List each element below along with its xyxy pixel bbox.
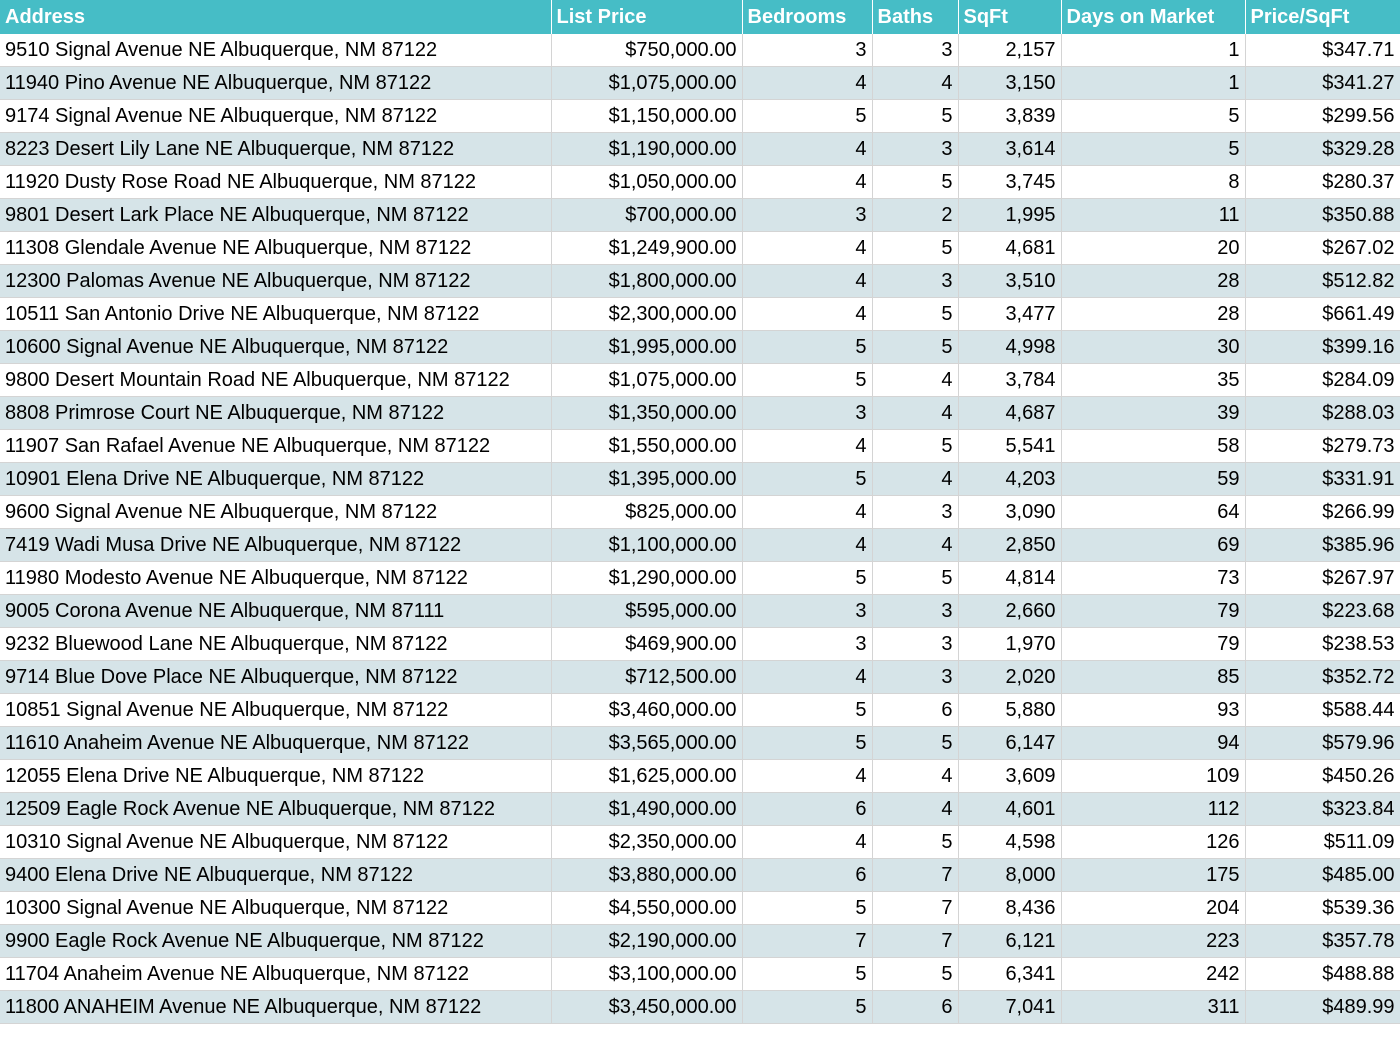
table-row [0, 67, 1400, 100]
bedrooms-cell[interactable]: 4 [742, 496, 872, 529]
days-on-market-cell[interactable]: 64 [1061, 496, 1245, 529]
price-per-sqft-cell[interactable]: $288.03 [1245, 397, 1400, 430]
list-price-cell[interactable]: $3,100,000.00 [551, 958, 742, 991]
days-on-market-cell[interactable]: 8 [1061, 166, 1245, 199]
table-row [0, 232, 1400, 265]
days-on-market-cell[interactable]: 93 [1061, 694, 1245, 727]
list-price-cell[interactable]: $1,350,000.00 [551, 397, 742, 430]
baths-cell[interactable]: 4 [872, 463, 958, 496]
table-row [0, 34, 1400, 67]
list-price-cell[interactable]: $2,190,000.00 [551, 925, 742, 958]
list-price-cell[interactable]: $1,995,000.00 [551, 331, 742, 364]
days-on-market-cell[interactable]: 79 [1061, 628, 1245, 661]
table-row [0, 826, 1400, 859]
column-header-price-per-sqft[interactable]: Price/SqFt [1245, 0, 1400, 34]
sqft-cell[interactable]: 8,000 [958, 859, 1061, 892]
table-header [0, 0, 1400, 34]
sqft-cell[interactable]: 6,121 [958, 925, 1061, 958]
days-on-market-cell[interactable]: 126 [1061, 826, 1245, 859]
baths-cell[interactable]: 5 [872, 826, 958, 859]
column-header-days-on-market[interactable]: Days on Market [1061, 0, 1245, 34]
table-row [0, 859, 1400, 892]
table-row [0, 595, 1400, 628]
bedrooms-cell[interactable]: 3 [742, 628, 872, 661]
days-on-market-cell[interactable]: 204 [1061, 892, 1245, 925]
price-per-sqft-cell[interactable]: $266.99 [1245, 496, 1400, 529]
column-header-sqft[interactable]: SqFt [958, 0, 1061, 34]
sqft-cell[interactable]: 3,614 [958, 133, 1061, 166]
table-row [0, 562, 1400, 595]
days-on-market-cell[interactable]: 1 [1061, 34, 1245, 67]
baths-cell[interactable]: 3 [872, 34, 958, 67]
days-on-market-cell[interactable]: 69 [1061, 529, 1245, 562]
bedrooms-cell[interactable]: 5 [742, 892, 872, 925]
days-on-market-cell[interactable]: 85 [1061, 661, 1245, 694]
list-price-cell[interactable]: $1,075,000.00 [551, 67, 742, 100]
baths-cell[interactable]: 7 [872, 859, 958, 892]
address-cell[interactable]: 12509 Eagle Rock Avenue NE Albuquerque, NM 87122 [0, 793, 551, 826]
list-price-cell[interactable]: $595,000.00 [551, 595, 742, 628]
price-per-sqft-cell[interactable]: $357.78 [1245, 925, 1400, 958]
sqft-cell[interactable]: 4,998 [958, 331, 1061, 364]
price-per-sqft-cell[interactable]: $450.26 [1245, 760, 1400, 793]
table-row [0, 463, 1400, 496]
baths-cell[interactable]: 3 [872, 661, 958, 694]
baths-cell[interactable]: 5 [872, 958, 958, 991]
bedrooms-cell[interactable]: 4 [742, 430, 872, 463]
days-on-market-cell[interactable]: 223 [1061, 925, 1245, 958]
list-price-cell[interactable]: $3,450,000.00 [551, 991, 742, 1024]
column-header-baths[interactable]: Baths [872, 0, 958, 34]
baths-cell[interactable]: 3 [872, 496, 958, 529]
address-cell[interactable]: 10600 Signal Avenue NE Albuquerque, NM 87122 [0, 331, 551, 364]
days-on-market-cell[interactable]: 35 [1061, 364, 1245, 397]
bedrooms-cell[interactable]: 5 [742, 100, 872, 133]
table-row [0, 991, 1400, 1024]
bedrooms-cell[interactable]: 4 [742, 265, 872, 298]
bedrooms-cell[interactable]: 4 [742, 133, 872, 166]
address-cell[interactable]: 11800 ANAHEIM Avenue NE Albuquerque, NM 87122 [0, 991, 551, 1024]
list-price-cell[interactable]: $3,880,000.00 [551, 859, 742, 892]
baths-cell[interactable]: 5 [872, 430, 958, 463]
days-on-market-cell[interactable]: 28 [1061, 298, 1245, 331]
list-price-cell[interactable]: $1,625,000.00 [551, 760, 742, 793]
price-per-sqft-cell[interactable]: $331.91 [1245, 463, 1400, 496]
bedrooms-cell[interactable]: 4 [742, 67, 872, 100]
sqft-cell[interactable]: 3,510 [958, 265, 1061, 298]
price-per-sqft-cell[interactable]: $350.88 [1245, 199, 1400, 232]
bedrooms-cell[interactable]: 6 [742, 793, 872, 826]
baths-cell[interactable]: 6 [872, 694, 958, 727]
baths-cell[interactable]: 2 [872, 199, 958, 232]
price-per-sqft-cell[interactable]: $385.96 [1245, 529, 1400, 562]
address-cell[interactable]: 11907 San Rafael Avenue NE Albuquerque, NM 87122 [0, 430, 551, 463]
address-cell[interactable]: 9800 Desert Mountain Road NE Albuquerque, NM 87122 [0, 364, 551, 397]
table-row [0, 100, 1400, 133]
bedrooms-cell[interactable]: 4 [742, 166, 872, 199]
list-price-cell[interactable]: $4,550,000.00 [551, 892, 742, 925]
column-header-list-price[interactable]: List Price [551, 0, 742, 34]
list-price-cell[interactable]: $712,500.00 [551, 661, 742, 694]
bedrooms-cell[interactable]: 3 [742, 595, 872, 628]
price-per-sqft-cell[interactable]: $238.53 [1245, 628, 1400, 661]
table-row [0, 331, 1400, 364]
bedrooms-cell[interactable]: 3 [742, 397, 872, 430]
table-body [0, 34, 1400, 1024]
price-per-sqft-cell[interactable]: $588.44 [1245, 694, 1400, 727]
list-price-cell[interactable]: $469,900.00 [551, 628, 742, 661]
baths-cell[interactable]: 5 [872, 100, 958, 133]
address-cell[interactable]: 9005 Corona Avenue NE Albuquerque, NM 87111 [0, 595, 551, 628]
bedrooms-cell[interactable]: 4 [742, 826, 872, 859]
bedrooms-cell[interactable]: 4 [742, 232, 872, 265]
baths-cell[interactable]: 3 [872, 133, 958, 166]
list-price-cell[interactable]: $1,190,000.00 [551, 133, 742, 166]
table-row [0, 496, 1400, 529]
days-on-market-cell[interactable]: 109 [1061, 760, 1245, 793]
sqft-cell[interactable]: 4,598 [958, 826, 1061, 859]
address-cell[interactable]: 10300 Signal Avenue NE Albuquerque, NM 87122 [0, 892, 551, 925]
bedrooms-cell[interactable]: 4 [742, 661, 872, 694]
sqft-cell[interactable]: 3,150 [958, 67, 1061, 100]
address-cell[interactable]: 8808 Primrose Court NE Albuquerque, NM 87122 [0, 397, 551, 430]
address-cell[interactable]: 8223 Desert Lily Lane NE Albuquerque, NM 87122 [0, 133, 551, 166]
price-per-sqft-cell[interactable]: $352.72 [1245, 661, 1400, 694]
address-cell[interactable]: 12055 Elena Drive NE Albuquerque, NM 87122 [0, 760, 551, 793]
price-per-sqft-cell[interactable]: $267.02 [1245, 232, 1400, 265]
days-on-market-cell[interactable]: 94 [1061, 727, 1245, 760]
address-cell[interactable]: 10310 Signal Avenue NE Albuquerque, NM 87122 [0, 826, 551, 859]
list-price-cell[interactable]: $1,075,000.00 [551, 364, 742, 397]
address-cell[interactable]: 10851 Signal Avenue NE Albuquerque, NM 87122 [0, 694, 551, 727]
sqft-cell[interactable]: 4,601 [958, 793, 1061, 826]
address-cell[interactable]: 10511 San Antonio Drive NE Albuquerque, NM 87122 [0, 298, 551, 331]
days-on-market-cell[interactable]: 242 [1061, 958, 1245, 991]
address-cell[interactable]: 9600 Signal Avenue NE Albuquerque, NM 87122 [0, 496, 551, 529]
sqft-cell[interactable]: 3,609 [958, 760, 1061, 793]
baths-cell[interactable]: 5 [872, 727, 958, 760]
baths-cell[interactable]: 3 [872, 628, 958, 661]
list-price-cell[interactable]: $1,100,000.00 [551, 529, 742, 562]
address-cell[interactable]: 11940 Pino Avenue NE Albuquerque, NM 87122 [0, 67, 551, 100]
table-row [0, 727, 1400, 760]
bedrooms-cell[interactable]: 5 [742, 694, 872, 727]
sqft-cell[interactable]: 2,157 [958, 34, 1061, 67]
price-per-sqft-cell[interactable]: $329.28 [1245, 133, 1400, 166]
sqft-cell[interactable]: 1,970 [958, 628, 1061, 661]
table-row [0, 397, 1400, 430]
address-cell[interactable]: 11920 Dusty Rose Road NE Albuquerque, NM 87122 [0, 166, 551, 199]
baths-cell[interactable]: 6 [872, 991, 958, 1024]
bedrooms-cell[interactable]: 5 [742, 727, 872, 760]
days-on-market-cell[interactable]: 11 [1061, 199, 1245, 232]
days-on-market-cell[interactable]: 1 [1061, 67, 1245, 100]
list-price-cell[interactable]: $1,290,000.00 [551, 562, 742, 595]
list-price-cell[interactable]: $700,000.00 [551, 199, 742, 232]
price-per-sqft-cell[interactable]: $267.97 [1245, 562, 1400, 595]
sqft-cell[interactable]: 4,681 [958, 232, 1061, 265]
price-per-sqft-cell[interactable]: $347.71 [1245, 34, 1400, 67]
header-row [0, 0, 1400, 34]
baths-cell[interactable]: 4 [872, 364, 958, 397]
price-per-sqft-cell[interactable]: $299.56 [1245, 100, 1400, 133]
sqft-cell[interactable]: 3,784 [958, 364, 1061, 397]
days-on-market-cell[interactable]: 28 [1061, 265, 1245, 298]
bedrooms-cell[interactable]: 3 [742, 34, 872, 67]
price-per-sqft-cell[interactable]: $341.27 [1245, 67, 1400, 100]
list-price-cell[interactable]: $1,550,000.00 [551, 430, 742, 463]
baths-cell[interactable]: 5 [872, 298, 958, 331]
address-cell[interactable]: 9714 Blue Dove Place NE Albuquerque, NM 87122 [0, 661, 551, 694]
address-cell[interactable]: 12300 Palomas Avenue NE Albuquerque, NM 87122 [0, 265, 551, 298]
table-row [0, 760, 1400, 793]
bedrooms-cell[interactable]: 4 [742, 760, 872, 793]
price-per-sqft-cell[interactable]: $485.00 [1245, 859, 1400, 892]
table-row [0, 628, 1400, 661]
baths-cell[interactable]: 7 [872, 892, 958, 925]
table-row [0, 793, 1400, 826]
price-per-sqft-cell[interactable]: $280.37 [1245, 166, 1400, 199]
sqft-cell[interactable]: 7,041 [958, 991, 1061, 1024]
address-cell[interactable]: 9801 Desert Lark Place NE Albuquerque, NM 87122 [0, 199, 551, 232]
table-row [0, 133, 1400, 166]
baths-cell[interactable]: 4 [872, 760, 958, 793]
address-cell[interactable]: 11610 Anaheim Avenue NE Albuquerque, NM 87122 [0, 727, 551, 760]
days-on-market-cell[interactable]: 79 [1061, 595, 1245, 628]
table-row [0, 694, 1400, 727]
price-per-sqft-cell[interactable]: $579.96 [1245, 727, 1400, 760]
bedrooms-cell[interactable]: 3 [742, 199, 872, 232]
bedrooms-cell[interactable]: 5 [742, 991, 872, 1024]
table-row [0, 958, 1400, 991]
address-cell[interactable]: 9174 Signal Avenue NE Albuquerque, NM 87122 [0, 100, 551, 133]
sqft-cell[interactable]: 5,880 [958, 694, 1061, 727]
days-on-market-cell[interactable]: 73 [1061, 562, 1245, 595]
price-per-sqft-cell[interactable]: $539.36 [1245, 892, 1400, 925]
days-on-market-cell[interactable]: 30 [1061, 331, 1245, 364]
days-on-market-cell[interactable]: 5 [1061, 133, 1245, 166]
sqft-cell[interactable]: 4,814 [958, 562, 1061, 595]
days-on-market-cell[interactable]: 5 [1061, 100, 1245, 133]
sqft-cell[interactable]: 6,147 [958, 727, 1061, 760]
sqft-cell[interactable]: 2,850 [958, 529, 1061, 562]
table-row [0, 892, 1400, 925]
bedrooms-cell[interactable]: 5 [742, 331, 872, 364]
table-row [0, 529, 1400, 562]
baths-cell[interactable]: 4 [872, 397, 958, 430]
days-on-market-cell[interactable]: 311 [1061, 991, 1245, 1024]
price-per-sqft-cell[interactable]: $284.09 [1245, 364, 1400, 397]
price-per-sqft-cell[interactable]: $512.82 [1245, 265, 1400, 298]
sqft-cell[interactable]: 2,660 [958, 595, 1061, 628]
bedrooms-cell[interactable]: 5 [742, 463, 872, 496]
price-per-sqft-cell[interactable]: $399.16 [1245, 331, 1400, 364]
address-cell[interactable]: 11704 Anaheim Avenue NE Albuquerque, NM 87122 [0, 958, 551, 991]
address-cell[interactable]: 10901 Elena Drive NE Albuquerque, NM 87122 [0, 463, 551, 496]
baths-cell[interactable]: 5 [872, 232, 958, 265]
list-price-cell[interactable]: $2,300,000.00 [551, 298, 742, 331]
list-price-cell[interactable]: $1,249,900.00 [551, 232, 742, 265]
table-row [0, 364, 1400, 397]
table-row [0, 925, 1400, 958]
list-price-cell[interactable]: $1,150,000.00 [551, 100, 742, 133]
baths-cell[interactable]: 4 [872, 529, 958, 562]
days-on-market-cell[interactable]: 112 [1061, 793, 1245, 826]
list-price-cell[interactable]: $1,490,000.00 [551, 793, 742, 826]
baths-cell[interactable]: 7 [872, 925, 958, 958]
bedrooms-cell[interactable]: 5 [742, 958, 872, 991]
baths-cell[interactable]: 5 [872, 562, 958, 595]
sqft-cell[interactable]: 6,341 [958, 958, 1061, 991]
address-cell[interactable]: 9510 Signal Avenue NE Albuquerque, NM 87122 [0, 34, 551, 67]
address-cell[interactable]: 7419 Wadi Musa Drive NE Albuquerque, NM 87122 [0, 529, 551, 562]
list-price-cell[interactable]: $2,350,000.00 [551, 826, 742, 859]
days-on-market-cell[interactable]: 20 [1061, 232, 1245, 265]
price-per-sqft-cell[interactable]: $323.84 [1245, 793, 1400, 826]
table-row [0, 166, 1400, 199]
baths-cell[interactable]: 5 [872, 166, 958, 199]
sqft-cell[interactable]: 3,839 [958, 100, 1061, 133]
list-price-cell[interactable]: $1,050,000.00 [551, 166, 742, 199]
sqft-cell[interactable]: 4,687 [958, 397, 1061, 430]
bedrooms-cell[interactable]: 7 [742, 925, 872, 958]
price-per-sqft-cell[interactable]: $223.68 [1245, 595, 1400, 628]
baths-cell[interactable]: 3 [872, 595, 958, 628]
list-price-cell[interactable]: $750,000.00 [551, 34, 742, 67]
price-per-sqft-cell[interactable]: $661.49 [1245, 298, 1400, 331]
table-row [0, 199, 1400, 232]
column-header-bedrooms[interactable]: Bedrooms [742, 0, 872, 34]
sqft-cell[interactable]: 3,477 [958, 298, 1061, 331]
days-on-market-cell[interactable]: 39 [1061, 397, 1245, 430]
bedrooms-cell[interactable]: 6 [742, 859, 872, 892]
list-price-cell[interactable]: $1,800,000.00 [551, 265, 742, 298]
list-price-cell[interactable]: $3,565,000.00 [551, 727, 742, 760]
days-on-market-cell[interactable]: 58 [1061, 430, 1245, 463]
list-price-cell[interactable]: $1,395,000.00 [551, 463, 742, 496]
sqft-cell[interactable]: 3,090 [958, 496, 1061, 529]
bedrooms-cell[interactable]: 5 [742, 364, 872, 397]
price-per-sqft-cell[interactable]: $279.73 [1245, 430, 1400, 463]
days-on-market-cell[interactable]: 59 [1061, 463, 1245, 496]
baths-cell[interactable]: 3 [872, 265, 958, 298]
table-row [0, 661, 1400, 694]
price-per-sqft-cell[interactable]: $489.99 [1245, 991, 1400, 1024]
table-row [0, 430, 1400, 463]
sqft-cell[interactable]: 8,436 [958, 892, 1061, 925]
sqft-cell[interactable]: 1,995 [958, 199, 1061, 232]
list-price-cell[interactable]: $825,000.00 [551, 496, 742, 529]
sqft-cell[interactable]: 5,541 [958, 430, 1061, 463]
days-on-market-cell[interactable]: 175 [1061, 859, 1245, 892]
sqft-cell[interactable]: 3,745 [958, 166, 1061, 199]
price-per-sqft-cell[interactable]: $511.09 [1245, 826, 1400, 859]
bedrooms-cell[interactable]: 5 [742, 562, 872, 595]
bedrooms-cell[interactable]: 4 [742, 529, 872, 562]
baths-cell[interactable]: 5 [872, 331, 958, 364]
list-price-cell[interactable]: $3,460,000.00 [551, 694, 742, 727]
bedrooms-cell[interactable]: 4 [742, 298, 872, 331]
baths-cell[interactable]: 4 [872, 793, 958, 826]
sqft-cell[interactable]: 4,203 [958, 463, 1061, 496]
address-cell[interactable]: 9400 Elena Drive NE Albuquerque, NM 87122 [0, 859, 551, 892]
price-per-sqft-cell[interactable]: $488.88 [1245, 958, 1400, 991]
address-cell[interactable]: 9900 Eagle Rock Avenue NE Albuquerque, NM 87122 [0, 925, 551, 958]
sqft-cell[interactable]: 2,020 [958, 661, 1061, 694]
address-cell[interactable]: 11308 Glendale Avenue NE Albuquerque, NM 87122 [0, 232, 551, 265]
address-cell[interactable]: 9232 Bluewood Lane NE Albuquerque, NM 87122 [0, 628, 551, 661]
table-row [0, 298, 1400, 331]
address-cell[interactable]: 11980 Modesto Avenue NE Albuquerque, NM 87122 [0, 562, 551, 595]
baths-cell[interactable]: 4 [872, 67, 958, 100]
column-header-address[interactable]: Address [0, 0, 551, 34]
table-row [0, 265, 1400, 298]
